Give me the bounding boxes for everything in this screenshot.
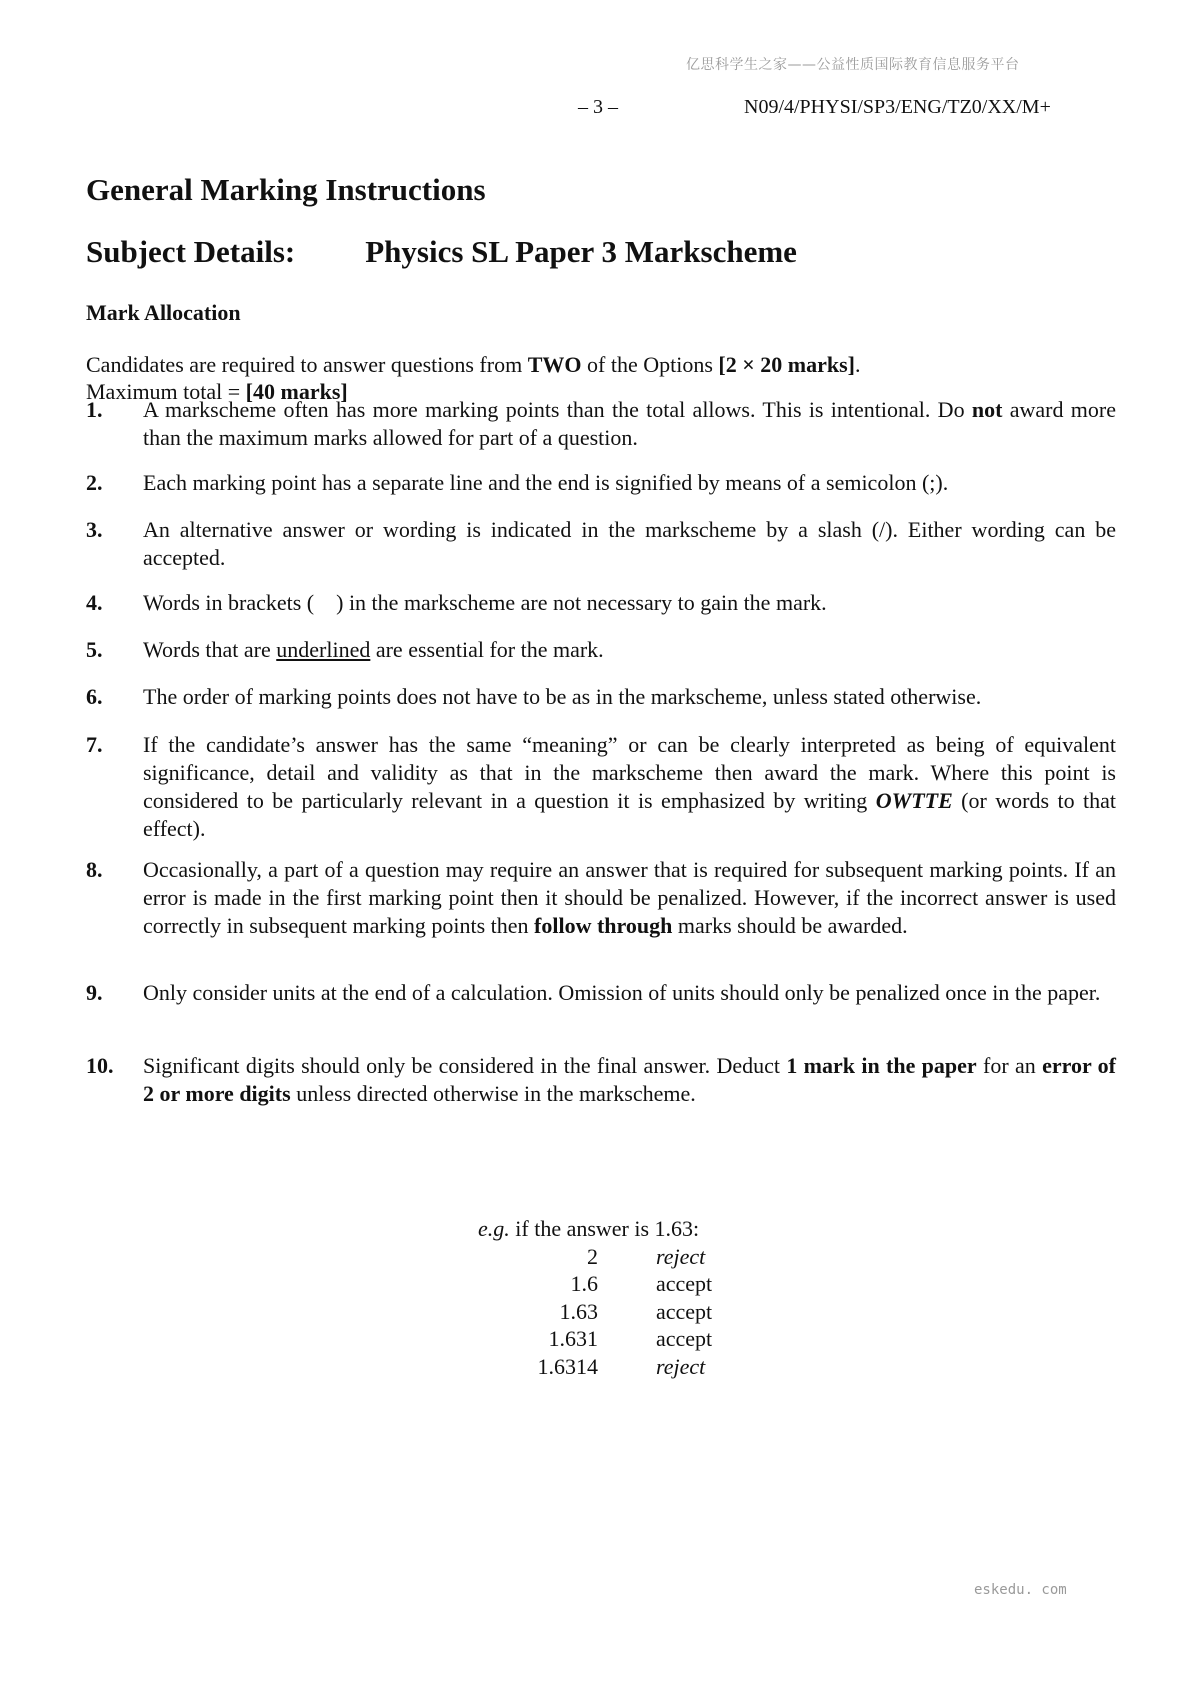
rule-item (86, 979, 1116, 1007)
example-verdict: accept (656, 1271, 713, 1296)
rule-text: Occasionally, a part of a question may require an answer that is required for subsequent marking points. If an error is made in the first marking point then it should be penalized. However, if the incorrect answer is used correctly in subsequent marking points then follow through marks should be awarded. (143, 857, 1116, 938)
subject-details (86, 234, 797, 270)
example-lead-text: if the answer is 1.63: (509, 1216, 700, 1241)
rule-item (86, 636, 1116, 664)
watermark-top: 亿思科学生之家——公益性质国际教育信息服务平台 (686, 57, 1020, 73)
example-value: 1.631 (548, 1326, 598, 1351)
example-verdict: accept (656, 1298, 713, 1324)
rule-number: 2. (86, 470, 103, 495)
rule-number: 4. (86, 590, 103, 615)
example-value: 2 (587, 1243, 598, 1269)
example-row (478, 1270, 713, 1298)
intro-bold-total: [40 marks] (245, 379, 348, 404)
rule-text: Significant digits should only be considered in the final answer. Deduct 1 mark in the paper for an error of 2 or more digits unless directed otherwise in the markscheme. (143, 1053, 1117, 1106)
rule-number: 8. (86, 857, 103, 882)
intro-text: . (854, 352, 861, 377)
rule-text: Words that are underlined are essential for the mark. (143, 637, 604, 662)
rule-number: 10. (86, 1053, 114, 1078)
subject-label: Subject Details: (86, 234, 296, 269)
intro-bold-two: TWO (527, 352, 582, 377)
intro-text: Candidates are required to answer questions from (86, 352, 528, 377)
example-verdict: accept (656, 1326, 713, 1351)
example-value: 1.63 (559, 1298, 598, 1324)
example-verdict: reject (656, 1353, 706, 1379)
example-value: 1.6314 (537, 1353, 598, 1379)
section-heading: Mark Allocation (86, 300, 241, 325)
rule-number: 1. (86, 397, 103, 422)
example-lead (478, 1215, 699, 1243)
example-eg: e.g. (478, 1216, 510, 1241)
rule-item (86, 683, 1116, 711)
rule-item (86, 469, 1116, 497)
page-number: – 3 – (578, 96, 618, 118)
sig-fig-example (478, 1215, 713, 1380)
rule-text: Only consider units at the end of a calculation. Omission of units should only be penalized once in the paper. (143, 980, 1101, 1005)
document-code: N09/4/PHYSI/SP3/ENG/TZ0/XX/M+ (744, 96, 1051, 118)
example-row (478, 1353, 706, 1381)
rule-number: 3. (86, 517, 103, 542)
intro-text: Maximum total = (86, 379, 246, 404)
watermark-bottom: eskedu. com (974, 1582, 1067, 1598)
intro-bold-marks: [2 × 20 marks] (718, 352, 855, 377)
example-value: 1.6 (570, 1271, 598, 1296)
rule-text: An alternative answer or wording is indicated in the markscheme by a slash (/). Either wording can be accepted. (143, 517, 1116, 570)
rule-text: Words in brackets ( ) in the markscheme are not necessary to gain the mark. (143, 590, 827, 615)
example-row (478, 1298, 713, 1326)
rule-item (86, 589, 1116, 617)
rule-text: If the candidate’s answer has the same “meaning” or can be clearly interpreted as being of equivalent significance, detail and validity as that in the markscheme then award the mark. Where this point is considered to be particularly relevant in a question it is emphasized by writing OWTTE (or words to that effect). (143, 732, 1117, 841)
rule-number: 7. (86, 732, 103, 757)
rule-number: 6. (86, 684, 103, 709)
rule-number: 9. (86, 980, 103, 1005)
rule-number: 5. (86, 637, 103, 662)
rule-text: The order of marking points does not have to be as in the markscheme, unless stated otherwise. (143, 684, 982, 709)
rule-item (86, 731, 1116, 843)
rule-text: Each marking point has a separate line and the end is signified by means of a semicolon (;). (143, 470, 949, 495)
rule-item (86, 1052, 1116, 1108)
page-title: General Marking Instructions (86, 172, 486, 207)
example-row (478, 1243, 706, 1271)
subject-value: Physics SL Paper 3 Markscheme (365, 234, 797, 269)
rule-item (86, 856, 1116, 940)
example-verdict: reject (656, 1243, 706, 1269)
rule-text: A markscheme often has more marking points than the total allows. This is intentional. Do not award more than the maximum marks allowed for part of a question. (143, 397, 1117, 450)
example-row (478, 1325, 713, 1353)
intro-text: of the Options (581, 352, 719, 377)
intro-line-1 (86, 351, 1116, 378)
rule-item (86, 396, 1116, 452)
rule-item (86, 516, 1116, 572)
